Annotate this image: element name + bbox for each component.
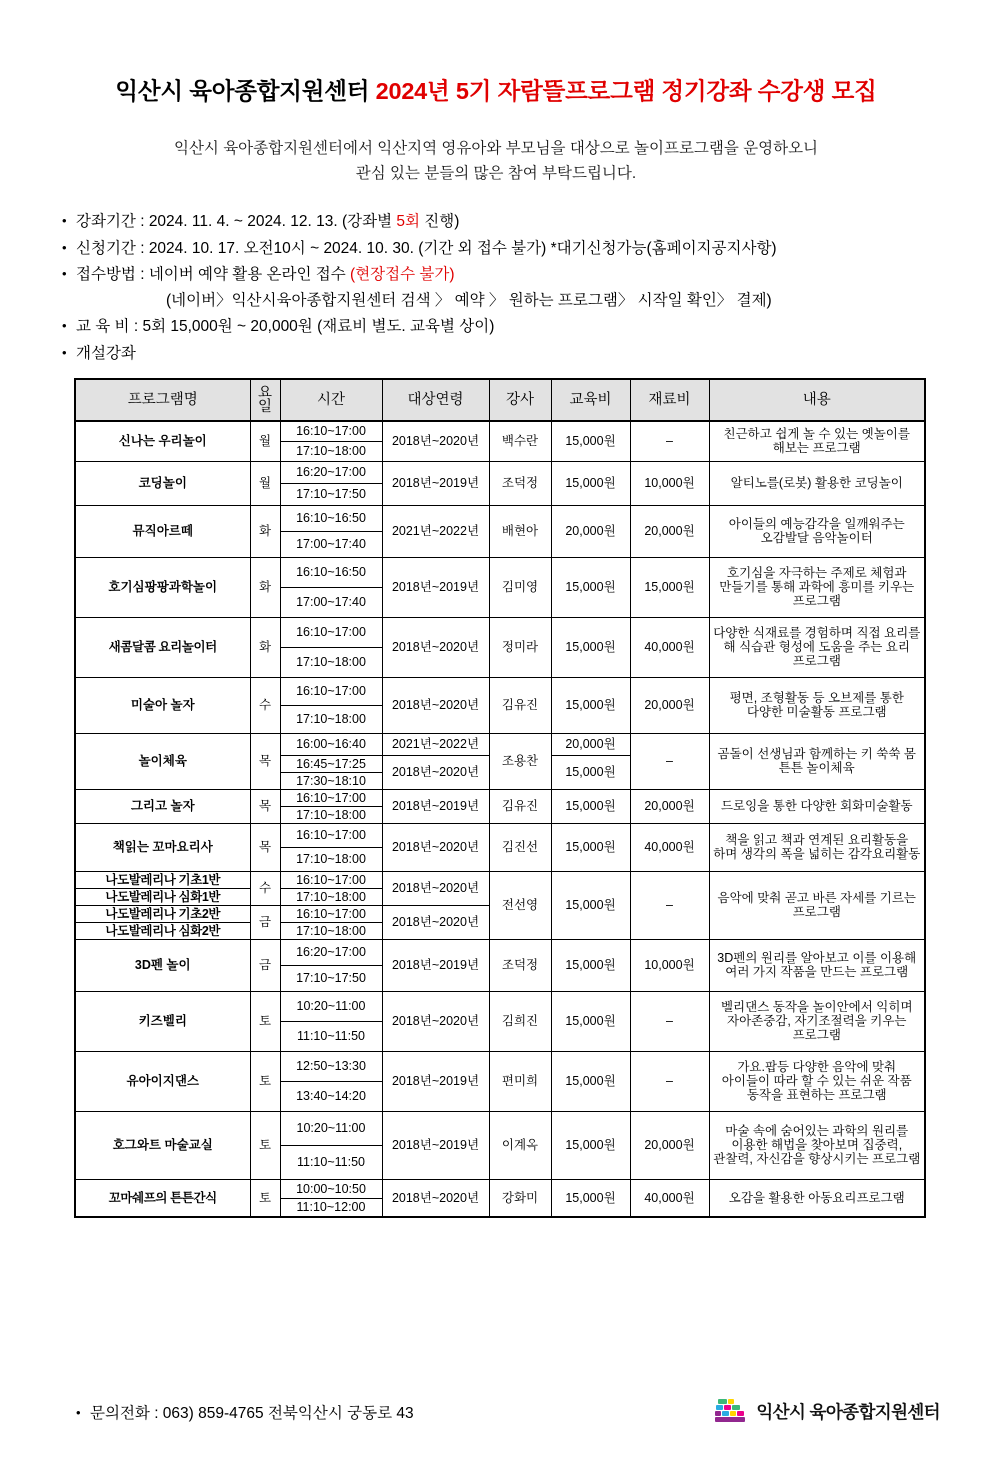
cell-age: 2018년~2020년 <box>382 991 489 1051</box>
center-logo <box>715 1397 940 1425</box>
cell-teacher: 김유진 <box>489 677 551 733</box>
cell-program-name: 놀이체육 <box>75 733 250 789</box>
poster-page <box>0 72 992 1475</box>
col-header-time: 시간 <box>280 379 382 421</box>
table-row <box>75 991 925 1021</box>
info-item-fee <box>62 313 992 340</box>
cell-time: 16:20~17:00 <box>280 939 382 965</box>
table-row <box>75 733 925 755</box>
table-row <box>75 421 925 441</box>
cell-desc: 드로잉을 통한 다양한 회화미술활동 <box>709 789 925 823</box>
page-footer <box>0 1397 992 1437</box>
cell-material: 20,000원 <box>630 789 709 823</box>
cell-age: 2018년~2019년 <box>382 789 489 823</box>
cell-time: 13:40~14:20 <box>280 1081 382 1111</box>
info-period-tail: 진행) <box>419 213 460 230</box>
table-row <box>75 1111 925 1145</box>
cell-day: 목 <box>250 789 280 823</box>
info-list <box>62 208 992 366</box>
cell-desc: 알티노를(로봇) 활용한 코딩놀이 <box>709 461 925 505</box>
col-header-name: 프로그램명 <box>75 379 250 421</box>
cell-program-name: 꼬마쉐프의 튼튼간식 <box>75 1179 250 1217</box>
cell-day: 월 <box>250 461 280 505</box>
cell-program-name: 미술아 놀자 <box>75 677 250 733</box>
intro-line-1: 익산시 육아종합지원센터에서 익산지역 영유아와 부모님을 대상으로 놀이프로그램을 운영하오니 <box>173 140 819 157</box>
cell-time: 16:10~17:00 <box>280 905 382 922</box>
cell-fee: 15,000원 <box>551 677 630 733</box>
cell-fee: 15,000원 <box>551 421 630 461</box>
cell-day: 월 <box>250 421 280 461</box>
cell-time: 16:10~17:00 <box>280 871 382 888</box>
cell-age: 2018년~2019년 <box>382 557 489 617</box>
cell-time: 10:00~10:50 <box>280 1179 382 1198</box>
cell-time: 16:45~17:25 <box>280 755 382 772</box>
cell-teacher: 김진선 <box>489 823 551 871</box>
cell-time: 11:10~11:50 <box>280 1145 382 1179</box>
cell-teacher: 조덕정 <box>489 461 551 505</box>
cell-program-name: 3D펜 놀이 <box>75 939 250 991</box>
cell-age: 2018년~2020년 <box>382 755 489 789</box>
cell-fee: 15,000원 <box>551 755 630 789</box>
cell-fee: 15,000원 <box>551 789 630 823</box>
cell-teacher: 정미라 <box>489 617 551 677</box>
info-period-highlight: 5회 <box>396 213 420 230</box>
cell-fee: 15,000원 <box>551 461 630 505</box>
cell-day: 목 <box>250 823 280 871</box>
cell-time: 17:10~18:00 <box>280 705 382 733</box>
page-title-red: 2024년 5기 자람뜰프로그램 정기강좌 수강생 모집 <box>375 78 877 104</box>
table-row <box>75 1179 925 1198</box>
cell-fee: 15,000원 <box>551 557 630 617</box>
cell-fee: 15,000원 <box>551 617 630 677</box>
table-row <box>75 505 925 531</box>
cell-desc: 음악에 맞춰 곧고 바른 자세를 기르는 프로그램 <box>709 871 925 939</box>
table-row <box>75 677 925 705</box>
table-row <box>75 789 925 806</box>
info-item-method <box>62 261 992 288</box>
cell-time: 17:30~18:10 <box>280 772 382 789</box>
info-method-label: 접수방법 : <box>76 266 149 283</box>
cell-fee: 15,000원 <box>551 823 630 871</box>
cell-program-name: 코딩놀이 <box>75 461 250 505</box>
cell-time: 16:10~16:50 <box>280 557 382 587</box>
course-table-wrap <box>0 378 992 1218</box>
cell-fee: 15,000원 <box>551 1051 630 1111</box>
cell-program-name: 나도발레리나 기초1반 <box>75 871 250 888</box>
cell-time: 17:00~17:40 <box>280 587 382 617</box>
cell-time: 17:10~18:00 <box>280 847 382 871</box>
cell-desc: 호기심을 자극하는 주제로 체험과 만들기를 통해 과학에 흥미를 키우는 프로그램 <box>709 557 925 617</box>
course-table <box>74 378 926 1218</box>
cell-time: 16:10~17:00 <box>280 421 382 441</box>
intro-line-2: 관심 있는 분들의 많은 참여 부탁드립니다. <box>355 165 637 182</box>
info-fee-value: 5회 15,000원 ~ 20,000원 (재료비 별도. 교육별 상이) <box>142 318 495 335</box>
cell-desc: 곰돌이 선생님과 함께하는 키 쑥쑥 몸 튼튼 놀이체육 <box>709 733 925 789</box>
info-method-steps: (네이버〉익산시육아종합지원센터 검색 〉 예약 〉 원하는 프로그램〉 시작일 확인〉 결제) <box>166 291 772 309</box>
table-row <box>75 823 925 847</box>
info-item-application <box>62 235 992 262</box>
table-row <box>75 871 925 888</box>
cell-teacher: 편미희 <box>489 1051 551 1111</box>
cell-teacher: 강화미 <box>489 1179 551 1217</box>
cell-material: – <box>630 991 709 1051</box>
cell-day: 금 <box>250 905 280 939</box>
cell-age: 2018년~2019년 <box>382 939 489 991</box>
cell-age: 2021년~2022년 <box>382 505 489 557</box>
cell-material: 20,000원 <box>630 505 709 557</box>
cell-desc: 다양한 식재료를 경험하며 직접 요리를 해 식습관 형성에 도움을 주는 요리 프로그램 <box>709 617 925 677</box>
cell-material: 10,000원 <box>630 939 709 991</box>
cell-material: – <box>630 871 709 939</box>
cell-fee: 15,000원 <box>551 991 630 1051</box>
table-row <box>75 939 925 965</box>
cell-material: – <box>630 421 709 461</box>
cell-material: 20,000원 <box>630 1111 709 1179</box>
cell-time: 17:10~18:00 <box>280 647 382 677</box>
page-title-black: 익산시 육아종합지원센터 <box>115 78 370 104</box>
cell-day: 토 <box>250 991 280 1051</box>
cell-age: 2018년~2019년 <box>382 1051 489 1111</box>
cell-time: 16:10~17:00 <box>280 677 382 705</box>
cell-program-name: 호그와트 마술교실 <box>75 1111 250 1179</box>
cell-time: 16:10~17:00 <box>280 617 382 647</box>
cell-age: 2018년~2020년 <box>382 1179 489 1217</box>
cell-desc: 평면, 조형활동 등 오브제를 통한 다양한 미술활동 프로그램 <box>709 677 925 733</box>
cell-program-name: 나도발레리나 심화2반 <box>75 922 250 939</box>
cell-time: 17:10~18:00 <box>280 806 382 823</box>
cell-time: 16:20~17:00 <box>280 461 382 483</box>
info-period-label: 강좌기간 : <box>76 213 149 230</box>
cell-age: 2018년~2019년 <box>382 461 489 505</box>
info-apply-label: 신청기간 : <box>76 239 149 257</box>
cell-program-name: 나도발레리나 심화1반 <box>75 888 250 905</box>
col-header-fee: 교육비 <box>551 379 630 421</box>
cell-teacher: 전선영 <box>489 871 551 939</box>
cell-time: 17:10~17:50 <box>280 483 382 505</box>
cell-fee: 20,000원 <box>551 505 630 557</box>
building-blocks-icon <box>715 1397 749 1425</box>
cell-age: 2018년~2020년 <box>382 905 489 939</box>
cell-desc: 가요.팝등 다양한 음악에 맞춰 아이들이 따라 할 수 있는 쉬운 작품 동작을 표현하는 프로그램 <box>709 1051 925 1111</box>
info-method-value: 네이버 예약 활용 온라인 접수 <box>148 266 351 283</box>
table-row <box>75 617 925 647</box>
cell-day: 토 <box>250 1179 280 1217</box>
info-item-courses <box>62 340 992 367</box>
cell-age: 2018년~2020년 <box>382 871 489 905</box>
cell-material: 10,000원 <box>630 461 709 505</box>
cell-age: 2018년~2020년 <box>382 823 489 871</box>
cell-teacher: 조덕정 <box>489 939 551 991</box>
cell-age: 2018년~2020년 <box>382 617 489 677</box>
cell-day: 화 <box>250 617 280 677</box>
cell-time: 16:10~17:00 <box>280 789 382 806</box>
cell-program-name: 신나는 우리놀이 <box>75 421 250 461</box>
cell-teacher: 백수란 <box>489 421 551 461</box>
cell-day: 수 <box>250 871 280 905</box>
cell-fee: 15,000원 <box>551 1111 630 1179</box>
cell-time: 17:10~18:00 <box>280 441 382 461</box>
info-method-highlight: (현장접수 불가) <box>350 266 455 283</box>
cell-day: 토 <box>250 1051 280 1111</box>
cell-material: – <box>630 733 709 789</box>
cell-day: 목 <box>250 733 280 789</box>
cell-time: 10:20~11:00 <box>280 1111 382 1145</box>
cell-material: – <box>630 1051 709 1111</box>
cell-day: 수 <box>250 677 280 733</box>
cell-desc: 친근하고 쉽게 놀 수 있는 옛놀이를 해보는 프로그램 <box>709 421 925 461</box>
table-row <box>75 461 925 483</box>
col-header-day-line1: 요 <box>257 385 272 401</box>
info-item-period <box>62 208 992 235</box>
info-apply-value: 2024. 10. 17. 오전10시 ~ 2024. 10. 30. (기간 외 접수 불가) *대기신청가능(홈페이지공지사항) <box>148 239 777 257</box>
cell-time: 16:00~16:40 <box>280 733 382 755</box>
cell-fee: 15,000원 <box>551 939 630 991</box>
cell-day: 토 <box>250 1111 280 1179</box>
table-header-row <box>75 379 925 421</box>
cell-desc: 3D펜의 원리를 알아보고 이를 이용해 여러 가지 작품을 만드는 프로그램 <box>709 939 925 991</box>
cell-age: 2018년~2019년 <box>382 1111 489 1179</box>
cell-teacher: 김희진 <box>489 991 551 1051</box>
intro-paragraph <box>0 136 992 186</box>
cell-material: 40,000원 <box>630 1179 709 1217</box>
cell-age: 2018년~2020년 <box>382 421 489 461</box>
course-table-head <box>75 379 925 421</box>
cell-teacher: 김유진 <box>489 789 551 823</box>
cell-teacher: 김미영 <box>489 557 551 617</box>
info-courses-label: 개설강좌 <box>76 344 136 362</box>
cell-program-name: 유아이지댄스 <box>75 1051 250 1111</box>
cell-teacher: 이계옥 <box>489 1111 551 1179</box>
col-header-teacher: 강사 <box>489 379 551 421</box>
info-period-value: 2024. 11. 4. ~ 2024. 12. 13. (강좌별 <box>148 213 397 230</box>
cell-time: 17:00~17:40 <box>280 531 382 557</box>
col-header-day <box>250 379 280 421</box>
cell-desc: 아이들의 예능감각을 일깨워주는 오감발달 음악놀이터 <box>709 505 925 557</box>
cell-teacher: 배현아 <box>489 505 551 557</box>
course-table-body <box>75 421 925 1217</box>
cell-day: 금 <box>250 939 280 991</box>
cell-time: 17:10~17:50 <box>280 965 382 991</box>
cell-program-name: 호기심팡팡과학놀이 <box>75 557 250 617</box>
cell-program-name: 새콤달콤 요리놀이터 <box>75 617 250 677</box>
cell-material: 40,000원 <box>630 617 709 677</box>
cell-time: 17:10~18:00 <box>280 922 382 939</box>
cell-desc: 마술 속에 숨어있는 과학의 원리를 이용한 해법을 찾아보며 집중력, 관찰력, 자신감을 향상시키는 프로그램 <box>709 1111 925 1179</box>
col-header-desc: 내용 <box>709 379 925 421</box>
cell-program-name: 나도발레리나 기초2반 <box>75 905 250 922</box>
cell-desc: 오감을 활용한 아동요리프로그램 <box>709 1179 925 1217</box>
cell-material: 20,000원 <box>630 677 709 733</box>
cell-time: 10:20~11:00 <box>280 991 382 1021</box>
cell-day: 화 <box>250 505 280 557</box>
cell-desc: 책을 읽고 책과 연계된 요리활동을 하며 생각의 폭을 넓히는 감각요리활동 <box>709 823 925 871</box>
col-header-day-line2: 일 <box>257 399 272 415</box>
cell-program-name: 책읽는 꼬마요리사 <box>75 823 250 871</box>
cell-time: 11:10~12:00 <box>280 1198 382 1217</box>
footer-contact: • 문의전화 : 063) 859-4765 전북익산시 궁동로 43 <box>76 1401 414 1423</box>
table-row <box>75 1051 925 1081</box>
logo-text: 익산시 육아종합지원센터 <box>756 1401 940 1422</box>
cell-time: 17:10~18:00 <box>280 888 382 905</box>
cell-age: 2021년~2022년 <box>382 733 489 755</box>
cell-teacher: 조용찬 <box>489 733 551 789</box>
cell-time: 16:10~17:00 <box>280 823 382 847</box>
cell-material: 40,000원 <box>630 823 709 871</box>
cell-time: 12:50~13:30 <box>280 1051 382 1081</box>
cell-desc: 벨리댄스 동작을 놀이안에서 익히며 자아존중감, 자기조절력을 키우는 프로그램 <box>709 991 925 1051</box>
cell-material: 15,000원 <box>630 557 709 617</box>
cell-fee: 20,000원 <box>551 733 630 755</box>
cell-time: 16:10~16:50 <box>280 505 382 531</box>
cell-day: 화 <box>250 557 280 617</box>
cell-age: 2018년~2020년 <box>382 677 489 733</box>
cell-program-name: 키즈벨리 <box>75 991 250 1051</box>
table-row <box>75 557 925 587</box>
cell-program-name: 뮤직아르떼 <box>75 505 250 557</box>
col-header-age: 대상연령 <box>382 379 489 421</box>
cell-fee: 15,000원 <box>551 1179 630 1217</box>
page-title <box>0 72 992 106</box>
cell-program-name: 그리고 놀자 <box>75 789 250 823</box>
cell-fee: 15,000원 <box>551 871 630 939</box>
col-header-material: 재료비 <box>630 379 709 421</box>
info-fee-label: 교 육 비 : <box>76 318 143 335</box>
cell-time: 11:10~11:50 <box>280 1021 382 1051</box>
